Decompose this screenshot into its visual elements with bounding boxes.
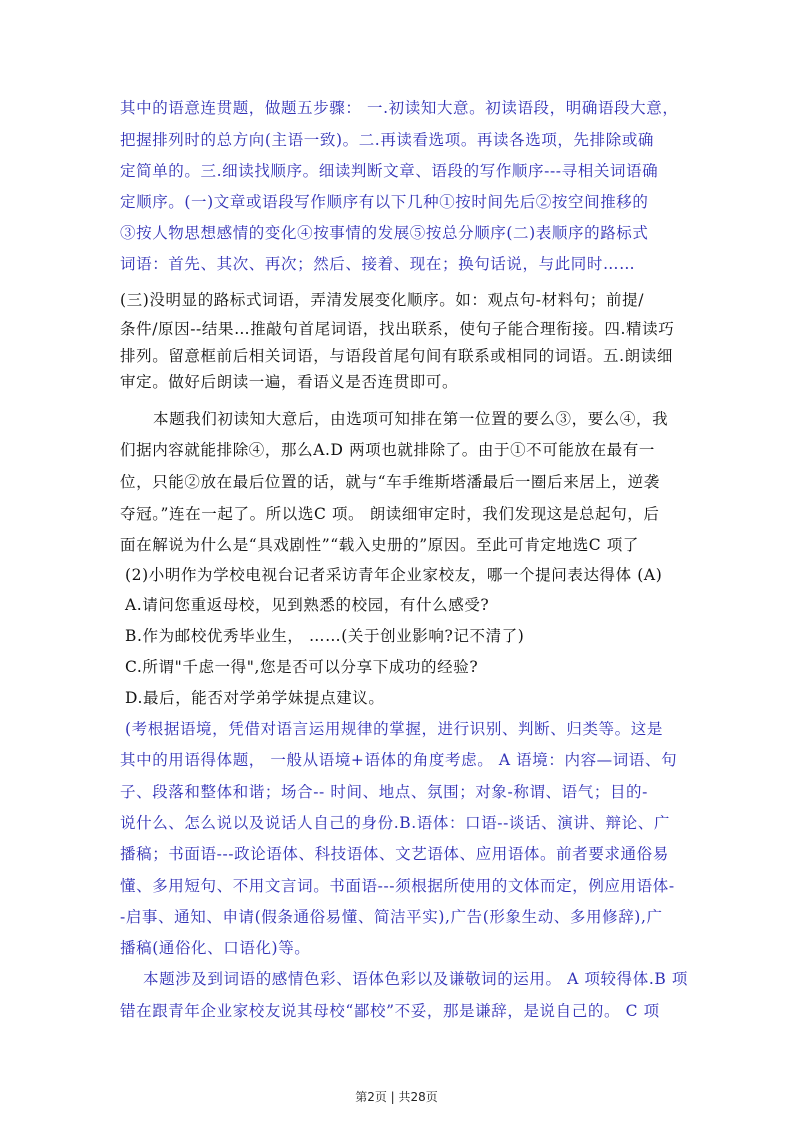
text-line: 位，只能②放在最后位置的话，就与“车手维斯塔潘最后一圈后来居上，逆袭 <box>120 473 660 491</box>
text-line: 夺冠。”连在一起了。所以选C 项。 朗读细审定时，我们发现这是总起句，后 <box>120 505 660 523</box>
option-a: A.请问您重返母校，见到熟悉的校园，有什么感受? <box>125 596 490 614</box>
text-line: 排列。留意框前后相关词语，与语段首尾句间有联系或相同的词语。五.朗读细 <box>120 347 673 365</box>
text-line: 审定。做好后朗读一遍，看语义是否连贯即可。 <box>120 373 459 391</box>
option-c: C.所谓"千虑一得",您是否可以分享下成功的经验? <box>125 658 479 676</box>
text-line: 错在跟青年企业家校友说其母校“鄙校”不妥，那是谦辞，是说自己的。 C 项 <box>120 1002 660 1020</box>
text-line: 词语：首先、其次、再次；然后、接着、现在；换句话说，与此同时…… <box>120 255 636 273</box>
option-b: B.作为邮校优秀毕业生， ……(关于创业影响?记不清了) <box>125 627 525 645</box>
text-line: 说什么、怎么说以及说话人自己的身份.B.语体：口语--谈话、演讲、辩论、广 <box>120 814 670 832</box>
text-line: 本题我们初读知大意后，由选项可知排在第一位置的要么③，要么④，我 <box>153 410 669 428</box>
text-line: ③按人物思想感情的变化④按事情的发展⑤按总分顺序(二)表顺序的路标式 <box>120 224 649 242</box>
text-line: 其中的语意连贯题，做题五步骤： 一.初读知大意。初读语段，明确语段大意， <box>120 99 679 117</box>
text-line: 面在解说为什么是“具戏剧性”“载入史册的”原因。至此可肯定地选C 项了 <box>120 536 639 554</box>
text-line: (三)没明显的路标式词语，弄清发展变化顺序。如：观点句-材料句；前提/ <box>120 291 645 309</box>
text-line: 懂、多用短句、不用文言词。书面语---须根据所使用的文体而定，例应用语体- <box>120 877 675 895</box>
text-line: 播稿(通俗化、口语化)等。 <box>120 939 311 957</box>
text-line: 本题涉及到词语的感情色彩、语体色彩以及谦敬词的运用。 A 项较得体.B 项 <box>143 970 688 988</box>
text-line: 定顺序。(一)文章或语段写作顺序有以下几种①按时间先后②按空间推移的 <box>120 193 649 211</box>
text-line: -启事、通知、申请(假条通俗易懂、简洁平实),广告(形象生动、多用修辞),广 <box>120 908 663 926</box>
text-line: 们据内容就能排除④，那么A.D 两项也就排除了。由于①不可能放在最有一 <box>120 441 655 459</box>
question-line: (2)小明作为学校电视台记者采访青年企业家校友，哪一个提问表达得体 (A) <box>125 566 663 584</box>
text-line: 定简单的。三.细读找顺序。细读判断文章、语段的写作顺序---寻相关词语确 <box>120 162 659 180</box>
page-number-footer: 第2页 | 共28页 <box>355 1090 438 1104</box>
text-line: 把握排列时的总方向(主语一致)。二.再读看选项。再读各选项，先排除或确 <box>120 131 655 149</box>
text-line: 播稿；书面语---政论语体、科技语体、文艺语体、应用语体。前者要求通俗易 <box>120 845 669 863</box>
option-d: D.最后，能否对学弟学妹提点建议。 <box>125 689 385 707</box>
text-line: 子、段落和整体和谐；场合-- 时间、地点、氛围；对象-称谓、语气；目的- <box>120 783 648 801</box>
text-line: 其中的用语得体题， 一般从语境+语体的角度考虑。 A 语境：内容—词语、句 <box>120 751 678 769</box>
text-line: (考根据语境，凭借对语言运用规律的掌握，进行识别、判断、归类等。这是 <box>125 720 663 738</box>
text-line: 条件/原因--结果…推敲句首尾词语，找出联系，使句子能合理衔接。四.精读巧 <box>120 320 675 338</box>
